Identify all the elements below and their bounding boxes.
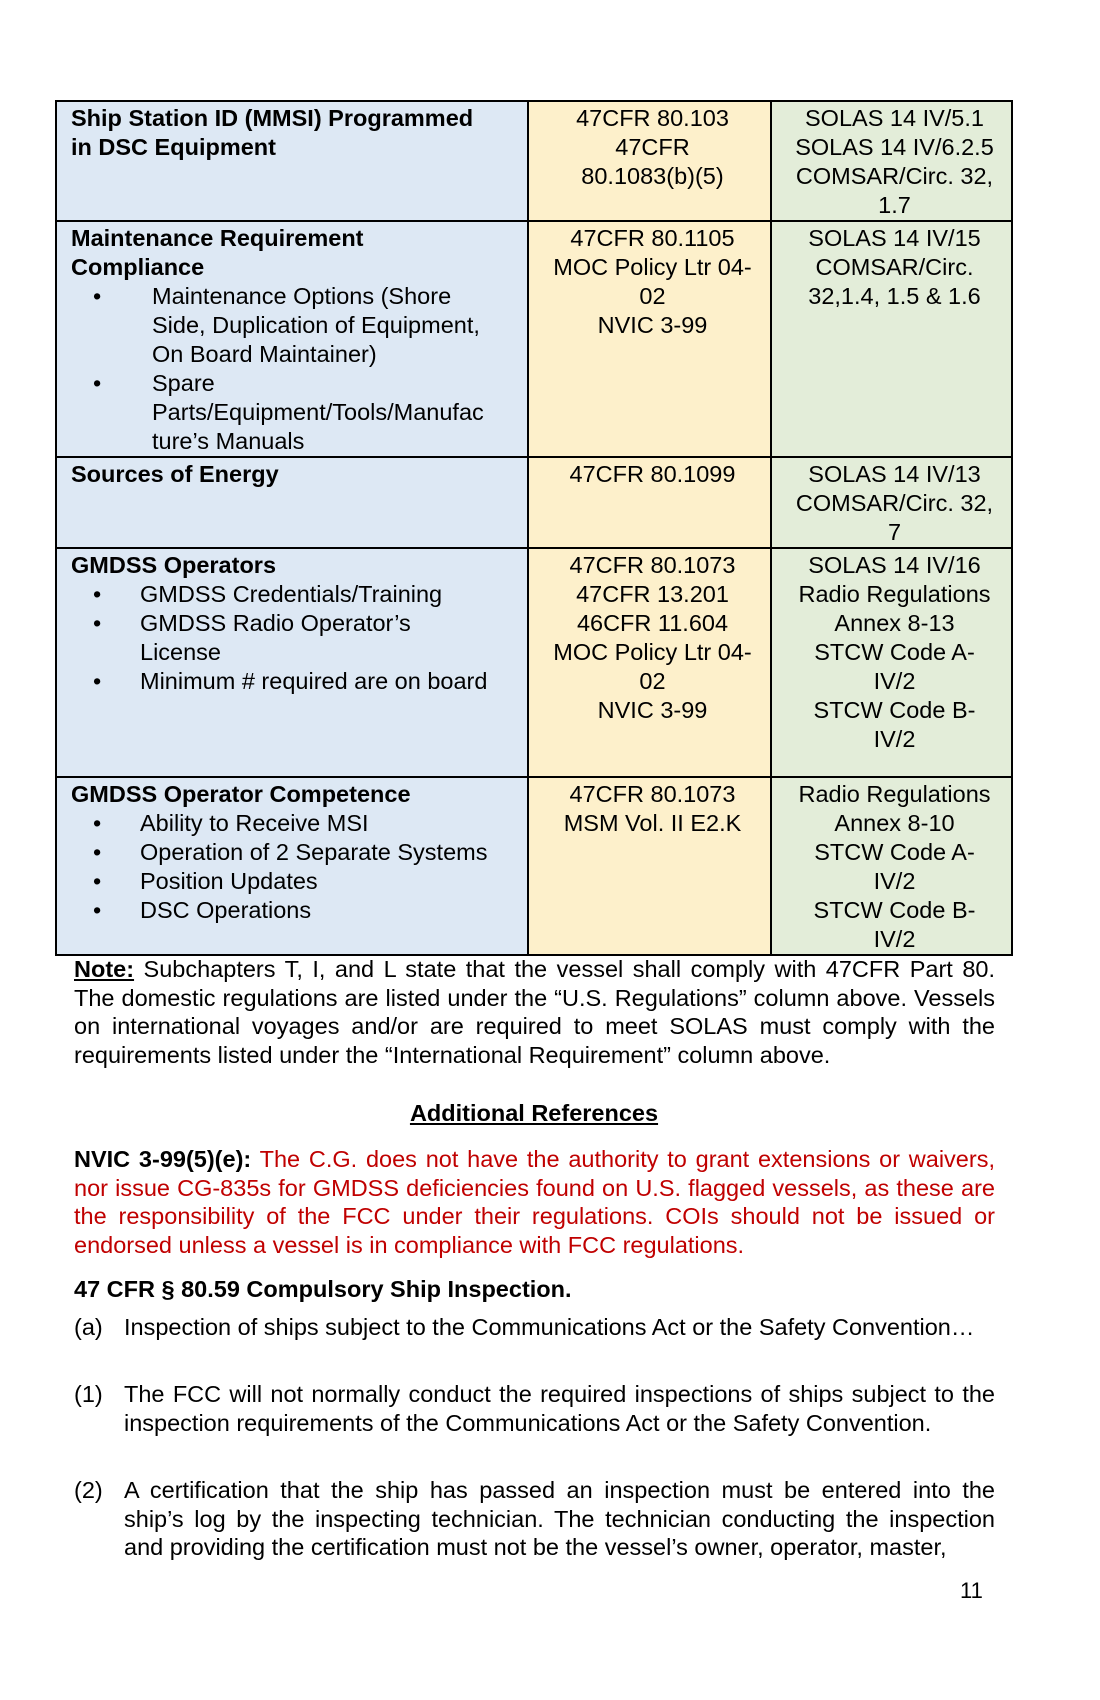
requirement-bullets [71, 580, 519, 696]
us-regulation: 47CFR 13.201 [576, 581, 729, 607]
us-regulation: 47CFR 80.103 [576, 105, 729, 131]
page-number: 11 [960, 1578, 983, 1603]
bullet-line: • Minimum # required are on board [140, 668, 488, 694]
list-item [74, 1476, 995, 1562]
bullet-line: • DSC Operations [140, 897, 312, 923]
list-item [71, 580, 519, 609]
requirement-title: Maintenance Requirement [71, 225, 364, 251]
bullet-line: On Board Maintainer) [152, 341, 377, 367]
note-paragraph [74, 955, 995, 1069]
international-requirement: IV/2 [873, 868, 916, 894]
us-regulation: 47CFR [615, 134, 690, 160]
bullet-line: License [140, 639, 221, 665]
international-requirement: IV/2 [873, 726, 916, 752]
us-regulation: 47CFR 80.1099 [569, 461, 736, 487]
bullet-line: • Maintenance Options (Shore [152, 283, 452, 309]
international-requirement: SOLAS 14 IV/5.1 [805, 105, 984, 131]
paragraph-marker: (a) [74, 1314, 103, 1340]
us-regulation-cell [528, 457, 771, 548]
international-requirement: Radio Regulations [798, 781, 991, 807]
nvic-label: NVIC 3-99(5)(e): [74, 1146, 252, 1172]
requirement-bullets [71, 282, 519, 456]
us-regulation: 02 [639, 668, 666, 694]
list-item [71, 867, 519, 896]
international-requirement: STCW Code A- [814, 639, 975, 665]
international-requirement: COMSAR/Circ. 32, [795, 490, 994, 516]
table-row [56, 101, 1012, 221]
us-regulation: 02 [639, 283, 666, 309]
paragraph-text: A certification that the ship has passed an inspection must be entered into the ship’s log by the inspecting technician. The technician conducting the inspection and providing the certification must not be the vessel’s owner, operator, master, [124, 1477, 995, 1560]
requirement-cell [56, 221, 528, 457]
us-regulation-cell [528, 548, 771, 777]
list-item [71, 369, 519, 456]
list-item [71, 609, 519, 667]
international-requirement: Radio Regulations [798, 581, 991, 607]
international-requirement: IV/2 [873, 926, 916, 952]
international-requirement: SOLAS 14 IV/15 [808, 225, 981, 251]
paragraph-marker: (2) [74, 1477, 103, 1503]
bullet-line: • Operation of 2 Separate Systems [140, 839, 488, 865]
us-regulation: 46CFR 11.604 [576, 610, 729, 636]
international-requirement: STCW Code B- [813, 897, 976, 923]
table-row [56, 777, 1012, 955]
us-regulation-cell [528, 101, 771, 221]
us-regulation-cell [528, 777, 771, 955]
requirement-bullets [71, 809, 519, 925]
international-requirement: Annex 8-13 [834, 610, 955, 636]
list-item [71, 282, 519, 369]
requirement-cell [56, 101, 528, 221]
bullet-line: • Position Updates [140, 868, 318, 894]
us-regulation: MOC Policy Ltr 04- [553, 254, 752, 280]
us-regulation: MSM Vol. II E2.K [563, 810, 742, 836]
list-item [74, 1313, 995, 1342]
requirement-title: Compliance [71, 254, 205, 280]
us-regulation: 47CFR 80.1073 [569, 552, 736, 578]
requirement-title: in DSC Equipment [71, 134, 276, 160]
international-requirement: 32,1.4, 1.5 & 1.6 [808, 283, 981, 309]
international-requirement: Annex 8-10 [834, 810, 955, 836]
note-text: Subchapters T, I, and L state that the vessel shall comply with 47CFR Part 80. The domestic regulations are listed under the “U.S. Regulations” column above. Vessels on international voyages and/or are required to meet SOLAS must comply with the requirements listed under the “International Requirement” column above. [74, 956, 995, 1068]
international-requirement-cell [771, 457, 1012, 548]
international-requirement-cell [771, 101, 1012, 221]
us-regulation: NVIC 3-99 [597, 697, 708, 723]
bullet-line: Parts/Equipment/Tools/Manufac [152, 399, 484, 425]
bullet-line: • Ability to Receive MSI [140, 810, 369, 836]
requirement-cell [56, 777, 528, 955]
note-label: Note: [74, 956, 135, 982]
requirement-title: GMDSS Operator Competence [71, 781, 411, 807]
us-regulation: 47CFR 80.1105 [570, 225, 735, 251]
requirement-title: GMDSS Operators [71, 552, 277, 578]
international-requirement: SOLAS 14 IV/13 [808, 461, 981, 487]
international-requirement: SOLAS 14 IV/6.2.5 [795, 134, 994, 160]
nvic-text: The C.G. does not have the authority to grant extensions or waivers, nor issue CG-835s for GMDSS deficiencies found on U.S. flagged vessels, as these are the responsibility of the FCC under their regulations. COIs should not be issued or endorsed unless a vessel is in compliance with FCC regulations. [74, 1146, 995, 1258]
international-requirement-cell [771, 548, 1012, 777]
bullet-line: ture’s Manuals [152, 428, 305, 454]
international-requirement: 1.7 [878, 192, 911, 218]
international-requirement-cell [771, 221, 1012, 457]
international-requirement: IV/2 [873, 668, 916, 694]
bullet-line: • Spare [152, 370, 215, 396]
table-row [56, 457, 1012, 548]
requirement-title: Ship Station ID (MMSI) Programmed [71, 105, 474, 131]
us-regulation-cell [528, 221, 771, 457]
requirement-cell [56, 457, 528, 548]
list-item [71, 896, 519, 925]
requirement-title: Sources of Energy [71, 461, 279, 487]
international-requirement: COMSAR/Circ. [815, 254, 974, 280]
paragraph-text: The FCC will not normally conduct the required inspections of ships subject to the inspection requirements of the Communications Act or the Safety Convention. [124, 1381, 995, 1436]
international-requirement-cell [771, 777, 1012, 955]
list-item [71, 809, 519, 838]
paragraph-text: Inspection of ships subject to the Communications Act or the Safety Convention… [124, 1314, 975, 1340]
nvic-paragraph [74, 1145, 995, 1259]
cfr-section-title: 47 CFR § 80.59 Compulsory Ship Inspection. [74, 1276, 572, 1302]
list-item [74, 1380, 995, 1437]
paragraph-marker: (1) [74, 1381, 103, 1407]
international-requirement: COMSAR/Circ. 32, [795, 163, 994, 189]
bullet-line: • GMDSS Radio Operator’s [140, 610, 411, 636]
international-requirement: 7 [887, 519, 902, 545]
list-item [71, 667, 519, 696]
requirement-cell [56, 548, 528, 777]
bullet-line: Side, Duplication of Equipment, [152, 312, 480, 338]
table-row [56, 221, 1012, 457]
requirements-table [55, 100, 1013, 956]
us-regulation: 47CFR 80.1073 [569, 781, 736, 807]
international-requirement: SOLAS 14 IV/16 [808, 552, 981, 578]
us-regulation: 80.1083(b)(5) [581, 163, 724, 189]
bullet-line: • GMDSS Credentials/Training [140, 581, 443, 607]
us-regulation: NVIC 3-99 [597, 312, 708, 338]
additional-references-heading: Additional References [409, 1100, 659, 1126]
international-requirement: STCW Code A- [814, 839, 975, 865]
us-regulation: MOC Policy Ltr 04- [553, 639, 752, 665]
table-row [56, 548, 1012, 777]
international-requirement: STCW Code B- [813, 697, 976, 723]
list-item [71, 838, 519, 867]
